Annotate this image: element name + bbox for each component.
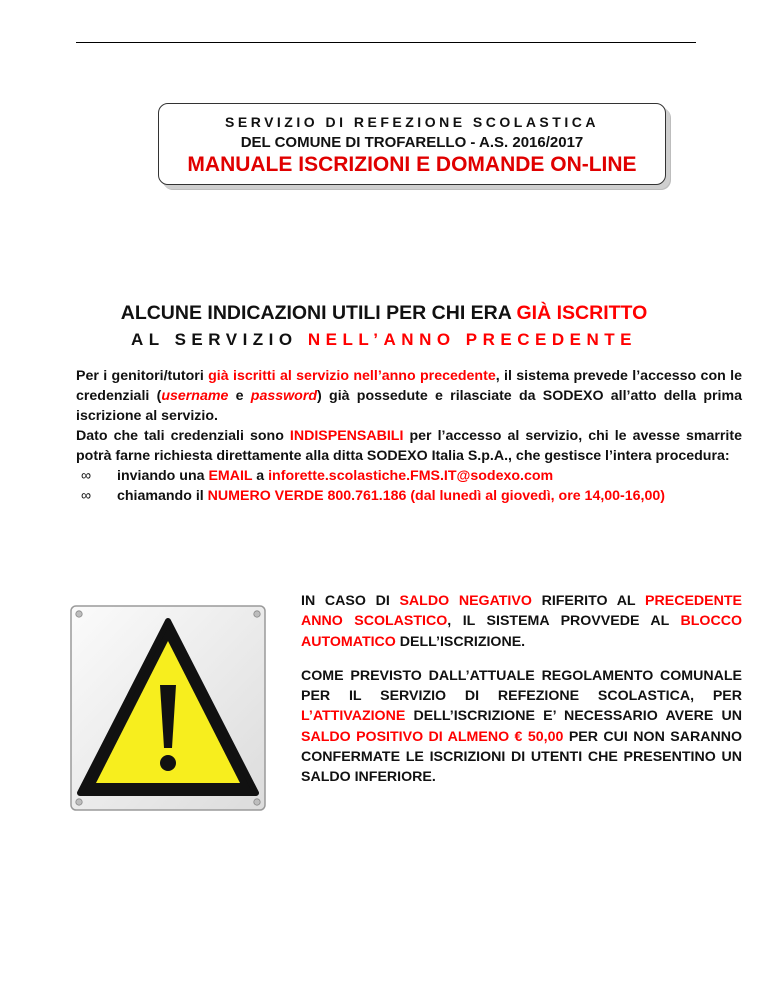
manual-title: MANUALE ISCRIZIONI E DOMANDE ON-LINE [187,153,637,176]
warning-negative-balance: IN CASO DI SALDO NEGATIVO RIFERITO AL PRECEDENTE ANNO SCOLASTICO, IL SISTEMA PROVVEDE AL BLOCCO AUTOMATICO DELL’ISCRIZIONE. [301,593,743,650]
top-rule [76,42,696,43]
list-item: ∞ inviando una EMAIL a inforette.scolastiche.FMS.IT@sodexo.com [81,468,554,484]
contact-list [76,466,742,506]
heading-text: ALCUNE INDICAZIONI UTILI PER CHI ERA [120,302,517,324]
warning-positive-balance: COME PREVISTO DALL’ATTUALE REGOLAMENTO COMUNALE PER IL SERVIZIO DI REFEZIONE SCOLASTICA, PER L’ATTIVAZIONE DELL’ISCRIZIONE E’ NECESSARIO AVERE UN SALDO POSITIVO DI ALMENO € 50,00 PER CUI NON SARANNO CONFERMATE LE ISCRIZIONI DI UTENTI CHE PRESENTINO UN SALDO INFERIORE. [301,667,742,786]
service-title: SERVIZIO DI REFEZIONE SCOLASTICA [225,114,599,130]
infinity-bullet-icon: ∞ [81,468,92,484]
phone-number: NUMERO VERDE 800.761.186 (dal lunedì al giovedì, ore 14,00-16,00) [207,488,666,504]
paragraph-credentials: Per i genitori/tutori già iscritti al servizio nell’anno precedente, il sistema prevede l’accesso con le credenziali (username e password) già possedute e rilasciate da SODEXO all’atto della prima iscrizione al servizio. [76,368,742,424]
heading-highlight: NELL’ANNO PRECEDENTE [307,330,637,349]
info-body [76,366,742,506]
warning-sign-icon [68,603,268,813]
section-heading-line2 [0,330,768,350]
email-address: inforette.scolastiche.FMS.IT@sodexo.com [268,468,554,484]
heading-highlight: GIÀ ISCRITTO [516,302,648,324]
title-box [158,103,666,185]
heading-text: AL SERVIZIO [131,330,308,349]
list-item: ∞ chiamando il NUMERO VERDE 800.761.186 (dal lunedì al giovedì, ore 14,00-16,00) [81,488,666,504]
section-heading-line1 [0,302,768,325]
warning-text [301,591,742,802]
municipality-year: DEL COMUNE DI TROFARELLO - A.S. 2016/2017 [240,134,584,151]
paragraph-lost-credentials: Dato che tali credenziali sono INDISPENSABILI per l’accesso al servizio, chi le avesse smarrite potrà farne richiesta direttamente alla ditta SODEXO Italia S.p.A., che gestisce l’intera procedura: [76,428,742,464]
infinity-bullet-icon: ∞ [81,488,92,504]
